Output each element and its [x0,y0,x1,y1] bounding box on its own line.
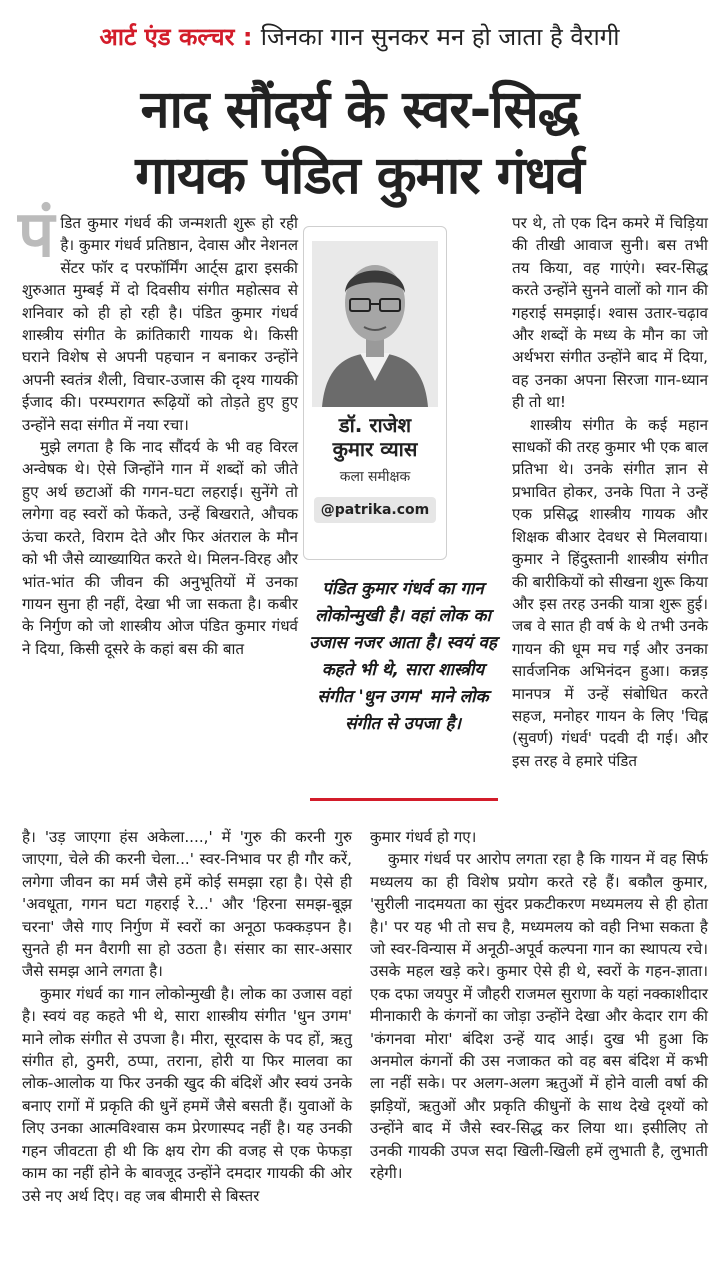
author-handle: @patrika.com [314,497,436,523]
article-paragraph: कुमार गंधर्व पर आरोप लगता रहा है कि गायन में वह सिर्फ मध्यलय का ही विशेष प्रयोग करते रहे हैं। बकौल कुमार, 'सुरीली नादमयता का सुंदर प्रकटीकरण मध्यमलय से ही होता है।' पर यह भी तो सच है, मध्यमलय को वही निभा सकता है जो स्वर-विन्यास में अनूठी-अपूर्व कल्पना गान का स्थापत्य रचे। उसके महल खड़े करे। कुमार ऐसे ही थे, स्वरों के गहन-ज्ञाता। एक दफा जयपुर में जौहरी राजमल सुराणा के यहां नक्काशीदार मीनाकारी के कंगनों का जोड़ा उन्होंने देखा और केदार राग की 'कंगनवा मोरा' बंदिश उन्हें याद आई। दुख भी हुआ कि अनमोल कंगनों की उस नजाकत को वह बस बंदिश में कभी ला नहीं सके। पर अलग-अलग ऋतुओं में होने वाली वर्षा की झड़ियों, ऋतुओं और प्रकृति कीधुनों के साथ देखे दृश्यों को उन्होंने बाद में जैसे स्वर-सिद्ध कर लिया था। इसीलिए तो उनकी गायकी उपज सदा खिली-खिली हमें लुभाती है, लुभाती रहेगी। [370,850,708,1183]
author-role: कला समीक्षक [339,469,411,485]
article-paragraph: मुझे लगता है कि नाद सौंदर्य के भी वह विरल अन्वेषक थे। ऐसे जिन्होंने गान में शब्दों को जीते हुए अर्थ छटाओं की गगन-घटा लहराई। सुनेंगे तो लगेगा वह स्वरों को फेंकते, उन्हें बिखराते, औचक ऊंचा करते, विराम देते और फिर अंतराल के मौन को भी जैसे व्याख्यायित करते थे। मिलन-विरह और भांत-भांत की जीवन की अनुभूतियों में उनका गायन सुना ही नहीं, देखा भी जा सकता है। कबीर के निर्गुण को जो शास्त्रीय ओज पंडित कुमार गंधर्व ने दिया, किसी दूसरे के कहां बस की बात [22,438,298,658]
article-paragraph: पंडित कुमार गंधर्व की जन्मशती शुरू हो रही है। कुमार गंधर्व प्रतिष्ठान, देवास और नेशनल सेंटर फॉर द परफॉर्मिंग आर्ट्स द्वारा इसकी शुरुआत मुम्बई में दो दिवसीय संगीत महोत्सव से शनिवार को ही हो रही है। पंडित कुमार गंधर्व शास्त्रीय संगीत के क्रांतिकारी गायक थे। किसी घराने विशेष से अपनी पहचान न बनाकर उन्होंने अपनी स्वतंत्र शैली, विचार-उजास की दृश्य गायकी ईजाद की। परम्परागत रूढ़ियों को तोड़ते हुए हुए उन्होंने सदा संगीत में नया रचा। [18,198,298,434]
article-column-3 [512,212,708,772]
article-paragraph: कुमार गंधर्व हो गए। [370,828,477,846]
article-paragraph: शास्त्रीय संगीत के कई महान साधकों की तरह कुमार भी एक बाल प्रतिभा थे। उनके संगीत ज्ञान से प्रभावित होकर, उनके पिता ने उन्हें एक प्रसिद्ध शास्त्रीय गायक और शिक्षक बीआर देवधर से मिलवाया। कुमार ने हिंदुस्तानी शास्त्रीय संगीत की बारीकियों को सीखना शुरू किया और इस तरह उनकी यात्रा शुरू हुई। जब वे सात ही वर्ष के थे तभी उनके गायन की धूम मच गई और उनका सार्वजनिक अभिनंदन हुआ। कन्नड़ मानपत्र में उन्हें संबोधित करते सहज, मनोहर गायन के लिए 'चिह्न (सुवर्ण) गंधर्व' पदवी दी गई। और इस तरह वे हमारे पंडित [512,415,708,770]
headline-line-2: गायक पंडित कुमार गंधर्व [135,146,584,206]
section-kicker [0,20,719,53]
article-column-1 [18,198,298,660]
article-paragraph: पर थे, तो एक दिन कमरे में चिड़िया की तीखी आवाज सुनी। बस तभी तय किया, वह गाएंगे। स्वर-सिद्ध करते उन्होंने सुनने वालों को गान की गहराई समझाई। श्वास उतार-चढ़ाव और शब्दों के मध्य के मौन का जो अर्थभरा संगीत उन्होंने बाद में दिया, वह उनका अपना सिरजा गान-ध्यान ही तो था! [512,214,708,412]
author-photo [312,241,438,407]
article-column-lower-right [370,826,708,1185]
kicker-title: जिनका गान सुनकर मन हो जाता है वैरागी [260,23,620,51]
pull-quote: पंडित कुमार गंधर्व का गान लोकोन्मुखी है। वहां लोक का उजास नजर आता है। स्वयं वह कहते भी थे, सारा शास्त्रीय संगीत 'धुन उगम' माने लोक संगीत से उपजा है। [309,579,497,734]
dropcap: पं [18,198,55,272]
quote-divider [310,798,498,801]
article-paragraph: कुमार गंधर्व का गान लोकोन्मुखी है। लोक का उजास वहां है। स्वयं वह कहते भी थे, सारा शास्त्रीय संगीत 'धुन उगम' माने लोक संगीत से उपजा है। मीरा, सूरदास के पद हों, ऋतु संगीत हो, ठुमरी, ठप्पा, तराना, होरी या फिर मालवा का लोक-आलोक या फिर उनकी खुद की बंदिशें और स्वयं उनके बनाए रागों में प्रकृति की धुनें हममें जैसे बसती हैं। युवाओं के लिए उनका आत्मविश्वास कम प्रेरणास्पद नहीं है। यह उनकी गहन जीवटता ही थी कि क्षय रोग की वजह से एक फेफड़ा काम का नहीं होने के बावजूद उन्होंने दमदार गायकी की ओर उसे नए अर्थ दिए। वह जब बीमारी से बिस्तर [22,984,352,1205]
article-column-lower-left [22,826,352,1207]
section-label: आर्ट एंड कल्चर : [99,23,253,51]
headline-line-1: नाद सौंदर्य के स्वर-सिद्ध [140,80,579,140]
author-name-line-2: कुमार व्यास [332,437,418,461]
portrait-image [312,241,438,407]
author-name [304,413,446,461]
article-paragraph: है। 'उड़ जाएगा हंस अकेला....,' में 'गुरु की करनी गुरु जाएगा, चेले की करनी चेला...' स्वर-निभाव पर ही गौर करें, लगेगा जीवन का मर्म जैसे हमें कोई समझा रहा है। ऐसे ही 'अवधूता, गगन घटा गहराई रे...' और 'हिरना समझ-बूझ चरना' जैसे गाए निर्गुण में स्वरों का अनूठा फक्कड़पन है। सुनते ही मन वैरागी सा हो उठता है। संसार का सार-असार जैसे समझ आने लगता है। [22,828,352,981]
author-card [303,226,447,560]
author-name-line-1: डॉ. राजेश [338,413,412,437]
